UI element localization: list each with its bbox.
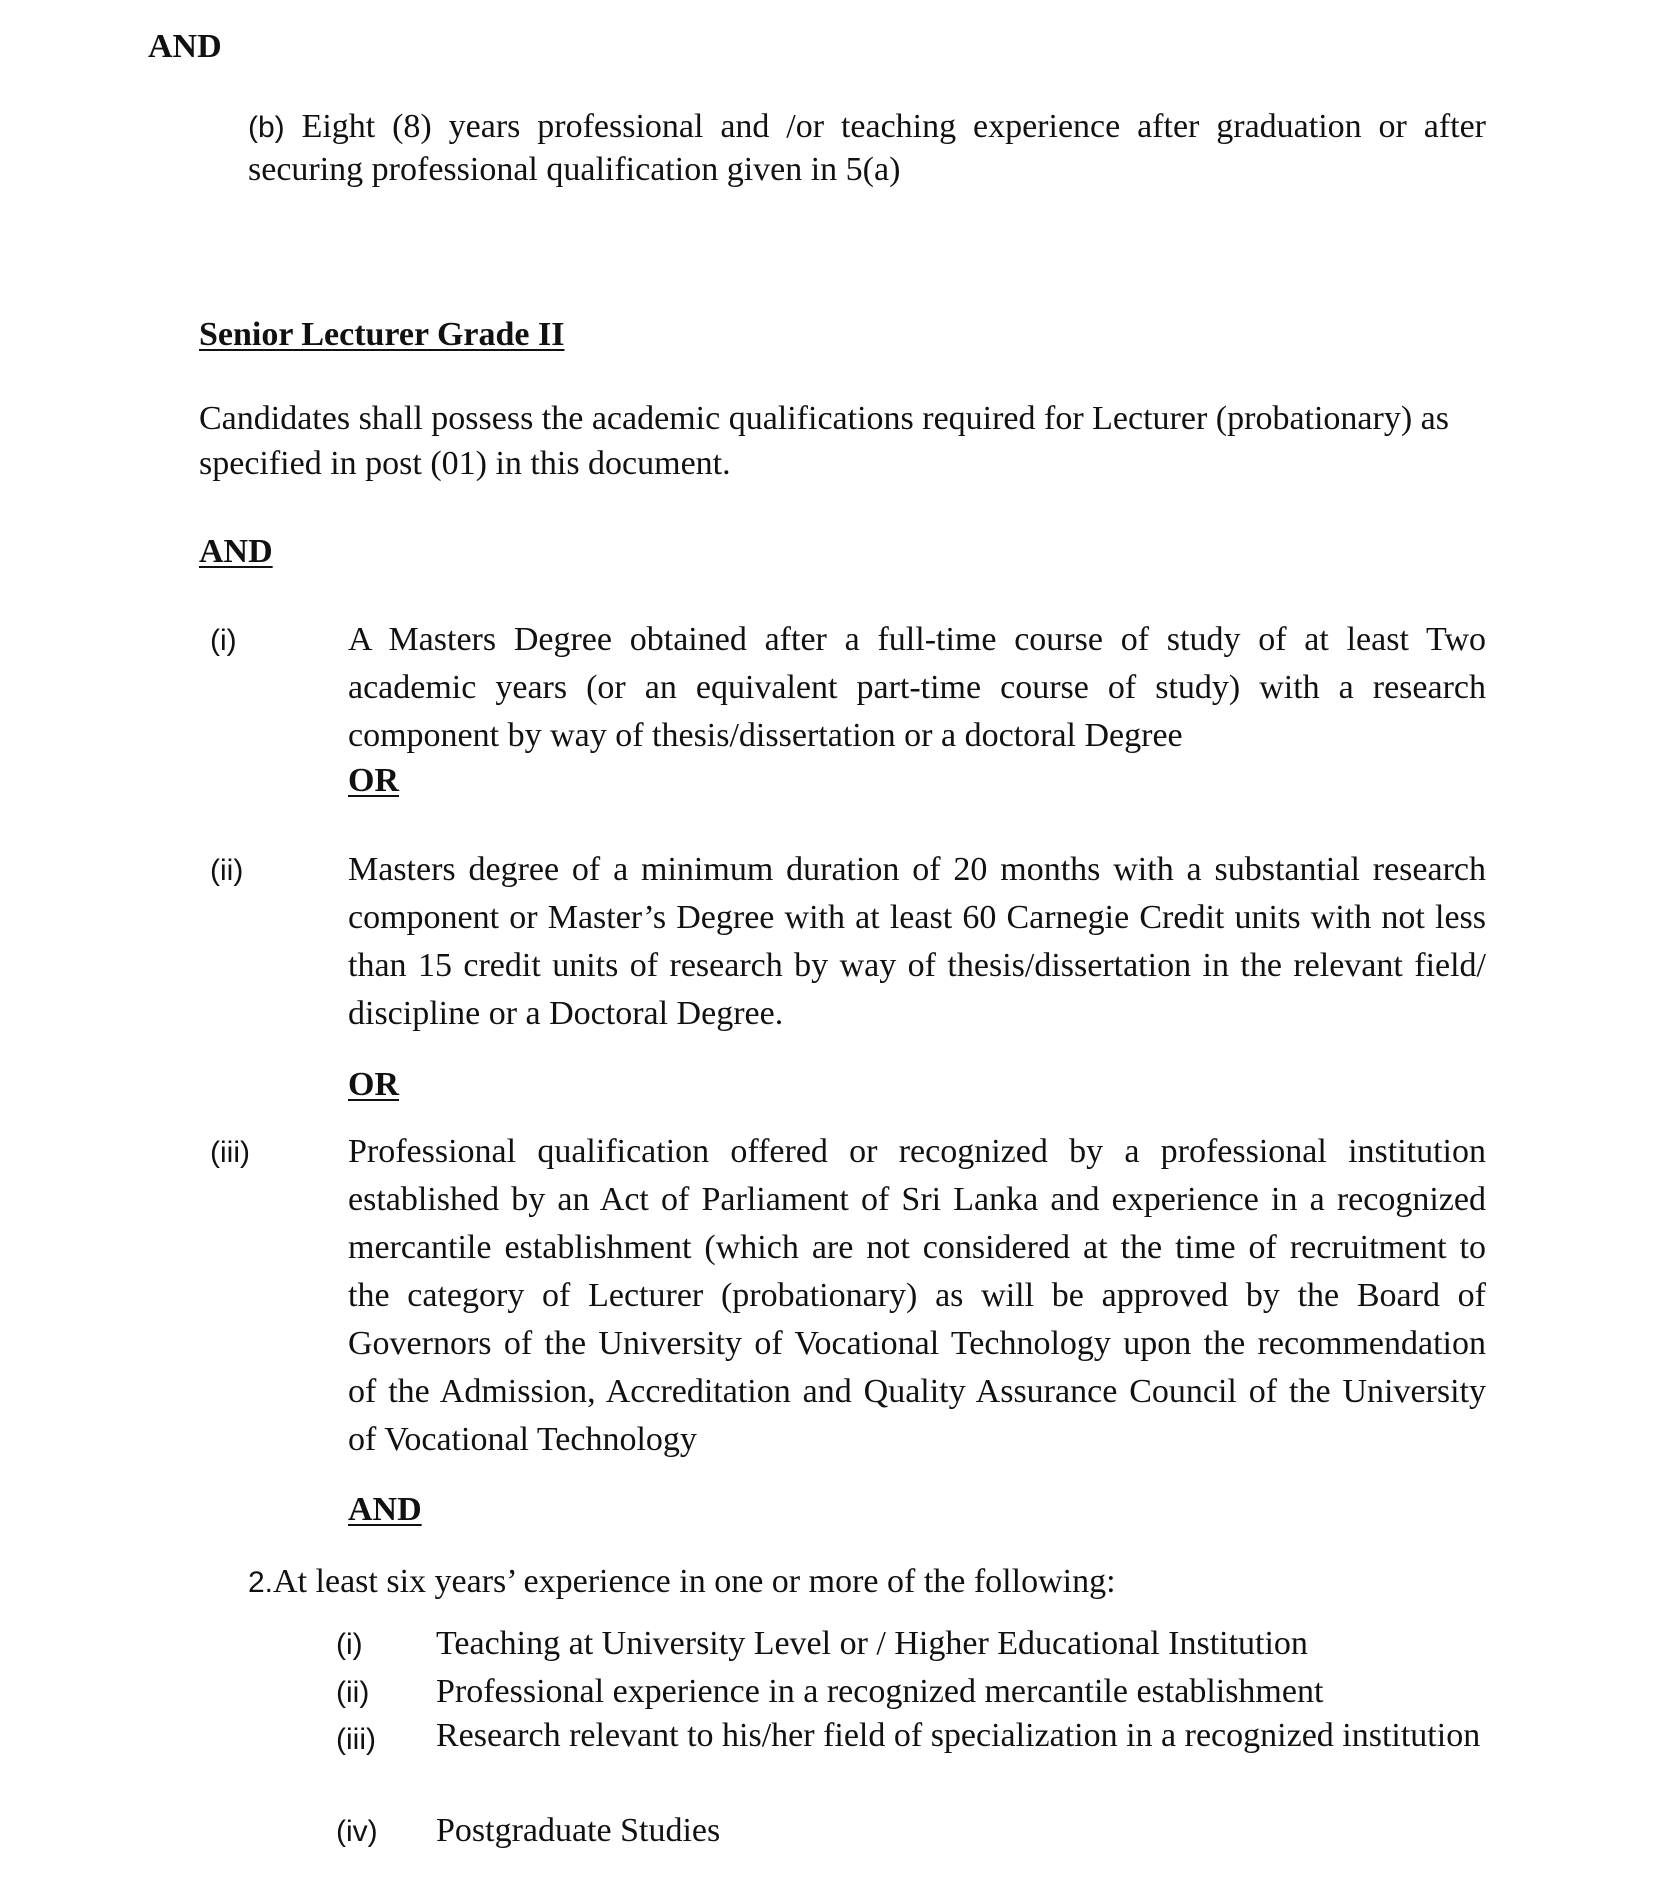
section-title: Senior Lecturer Grade II (199, 316, 565, 353)
or-heading-2: OR (348, 1066, 399, 1103)
experience-iii-text: Research relevant to his/her field of specialization in a recognized institution (436, 1717, 1481, 1754)
experience-iv-label: (iv) (336, 1815, 378, 1848)
qualification-i-text: A Masters Degree obtained after a full-time course of study of at least Two academic years (or an equivalent part-time course of study) with a research component by way of thesis/dissertation or a doctoral Degree (348, 621, 1486, 754)
point-2-text: At least six years’ experience in one or more of the following: (273, 1563, 1116, 1600)
item-b-label: (b) (248, 111, 285, 144)
point-2-paragraph (248, 1558, 1508, 1607)
point-2-number: 2. (248, 1566, 274, 1599)
and-heading-2: AND (348, 1491, 422, 1528)
experience-i-label: (i) (336, 1628, 363, 1661)
item-b-text: Eight (8) years professional and /or teaching experience after graduation or after securing professional qualification given in 5(a) (248, 108, 1487, 188)
experience-iv-text: Postgraduate Studies (436, 1812, 721, 1849)
experience-ii-label: (ii) (336, 1676, 370, 1709)
experience-iii-label: (iii) (336, 1723, 376, 1756)
experience-i-text: Teaching at University Level or / Higher Educational Institution (436, 1625, 1308, 1662)
qualification-iii-label: (iii) (210, 1136, 250, 1169)
qualification-ii-text: Masters degree of a minimum duration of 20 months with a substantial research component or Master’s Degree with at least 60 Carnegie Credit units with not less than 15 credit units of research by way of thesis/dissertation in the relevant field/ discipline or a Doctoral Degree. (348, 851, 1486, 1032)
intro-paragraph: Candidates shall possess the academic qualifications required for Lecturer (probationary) as specified in post (01) in this document. (199, 400, 1449, 482)
qualification-i-label: (i) (210, 624, 237, 657)
or-heading-1: OR (348, 762, 399, 799)
experience-ii-text: Professional experience in a recognized mercantile establishment (436, 1673, 1324, 1710)
item-b-paragraph (248, 106, 1486, 191)
qualification-ii-label: (ii) (210, 854, 244, 887)
and-heading-1: AND (199, 533, 273, 570)
top-and-heading: AND (148, 28, 222, 65)
qualification-iii-text: Professional qualification offered or recognized by a professional institution established by an Act of Parliament of Sri Lanka and experience in a recognized mercantile establishment (which are not considered at the time of recruitment to the category of Lecturer (probationary) as will be approved by the Board of Governors of the University of Vocational Technology upon the recommendation of the Admission, Accreditation and Quality Assurance Council of the University of Vocational Technology (348, 1133, 1486, 1458)
